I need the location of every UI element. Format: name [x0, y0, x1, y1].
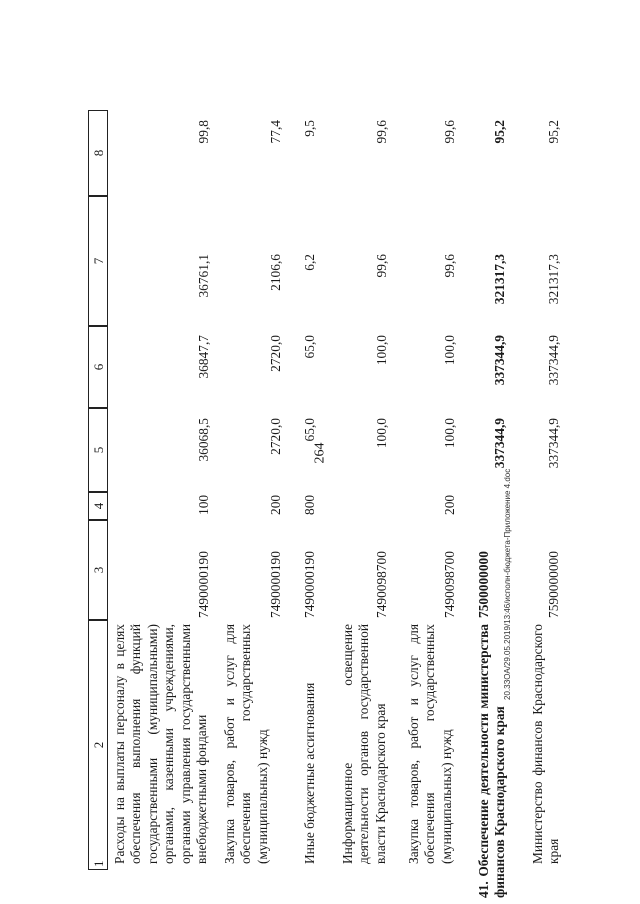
- row-value-col8: 77,4: [268, 120, 283, 144]
- header-col-1-label: 1: [91, 860, 106, 867]
- row-value-col5: 36068,5: [196, 418, 211, 462]
- row-value-col8: 99,8: [196, 120, 211, 144]
- row-value-col5: 100,0: [442, 418, 457, 449]
- row-category: 200: [442, 494, 457, 515]
- row-value-col5: 100,0: [374, 418, 389, 449]
- row-value-col6: 36847,7: [196, 335, 211, 379]
- row-code: 7500000000: [476, 551, 491, 618]
- row-description: Закупка товаров, работ и услуг для обеспечения государственных (муниципальных) нужд: [406, 624, 454, 864]
- row-description: Министерство финансов Краснодарского края: [530, 624, 562, 864]
- row-value-col6: 337344,9: [492, 335, 507, 386]
- row-value-col8: 95,2: [546, 120, 561, 144]
- header-col-2-label: 2: [91, 741, 106, 749]
- row-value-col5: 2720,0: [268, 418, 283, 455]
- header-col-8: 8: [88, 110, 108, 196]
- row-value-col6: 100,0: [374, 335, 389, 366]
- row-category: 100: [196, 494, 211, 515]
- row-code: 7490098700: [374, 551, 389, 618]
- footer-file-path: 20.3ЗОА/29.05.2019/13:46/исполн-бюджета-Приложение 4.doc: [503, 468, 512, 700]
- row-value-col8: 95,2: [492, 120, 507, 144]
- row-description-text: Обеспечение деятельности министерства финансов Краснодарского края: [476, 624, 508, 898]
- row-value-col7: 321317,3: [492, 254, 507, 305]
- row-code: 7490000190: [302, 551, 317, 618]
- row-description: Информационное освещение деятельности органов государственной власти Краснодарского края: [340, 624, 388, 864]
- row-value-col8: 99,6: [374, 120, 389, 144]
- row-value-col7: 99,6: [442, 254, 457, 278]
- row-category: 800: [302, 494, 317, 515]
- row-value-col7: 321317,3: [546, 254, 561, 305]
- row-value-col7: 36761,1: [196, 254, 211, 298]
- row-value-col7: 99,6: [374, 254, 389, 278]
- header-col-1: [88, 620, 108, 870]
- row-value-col8: 99,6: [442, 120, 457, 144]
- row-description: Расходы на выплаты персоналу в целях обеспечения выполнения функций государственными (муниципальными) органами, казенными учреждениями, органами управления государственными внебюджетными фондами: [112, 624, 210, 864]
- row-value-col5: 337344,9: [492, 418, 507, 469]
- row-value-col6: 100,0: [442, 335, 457, 366]
- row-description: Закупка товаров, работ и услуг для обеспечения государственных (муниципальных) нужд: [222, 624, 270, 864]
- row-code: 7590000000: [546, 551, 561, 618]
- row-value-col5: 65,0: [302, 418, 317, 442]
- row-value-col8: 9,5: [302, 120, 317, 137]
- row-value-col7: 6,2: [302, 254, 317, 271]
- row-value-col5: 337344,9: [546, 418, 561, 469]
- row-description: [476, 624, 509, 898]
- row-value-col7: 2106,6: [268, 254, 283, 291]
- row-value-col6: 337344,9: [546, 335, 561, 386]
- page-number: 264: [312, 442, 328, 464]
- header-col-5: 5: [88, 408, 108, 492]
- row-category: 200: [268, 494, 283, 515]
- header-col-7: 7: [88, 196, 108, 326]
- header-col-6: 6: [88, 326, 108, 408]
- header-col-3: 3: [88, 520, 108, 620]
- row-value-col6: 65,0: [302, 335, 317, 359]
- row-code: 7490000190: [268, 551, 283, 618]
- row-value-col6: 2720,0: [268, 335, 283, 372]
- row-description: Иные бюджетные ассигнования: [302, 682, 317, 864]
- row-code: 7490098700: [442, 551, 457, 618]
- row-code: 7490000190: [196, 551, 211, 618]
- header-col-4: 4: [88, 492, 108, 520]
- budget-table: [88, 110, 628, 898]
- row-number: 41.: [476, 881, 491, 898]
